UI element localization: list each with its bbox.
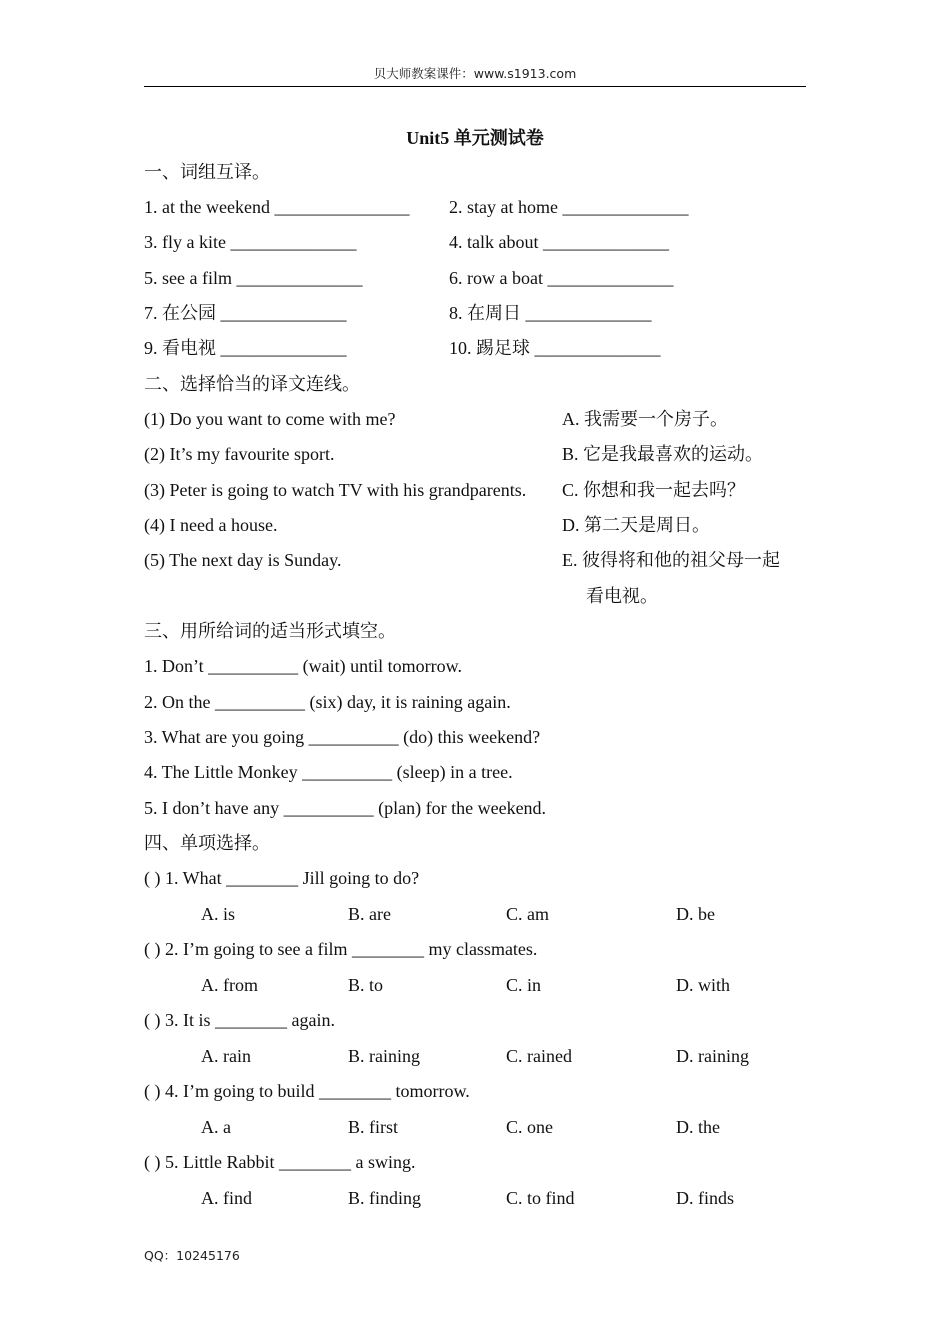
fill-item: 1. Don’t __________ (wait) until tomorrow.	[144, 656, 462, 676]
match-left-item: (5) The next day is Sunday.	[144, 550, 342, 570]
mc-question: ( ) 4. I’m going to build ________ tomorrow.	[144, 1081, 470, 1101]
mc-option: A. is	[201, 904, 236, 924]
match-right-item: E. 彼得将和他的祖父母一起	[562, 550, 780, 570]
mc-option: D. finds	[676, 1188, 734, 1208]
mc-option: C. am	[506, 904, 549, 924]
fill-item: 3. What are you going __________ (do) this weekend?	[144, 727, 541, 747]
mc-option: A. find	[201, 1188, 252, 1208]
mc-question: ( ) 3. It is ________ again.	[144, 1010, 335, 1030]
page-title: Unit5 单元测试卷	[406, 128, 544, 148]
mc-option: C. rained	[506, 1046, 572, 1066]
phrase-item: 6. row a boat ______________	[449, 268, 674, 288]
match-right-item-cont: 看电视。	[586, 586, 658, 606]
mc-question: ( ) 1. What ________ Jill going to do?	[144, 868, 420, 888]
header-text: 贝大师教案课件：www.s1913.com	[373, 66, 577, 81]
match-left-item: (2) It’s my favourite sport.	[144, 444, 335, 464]
section3-heading: 三、用所给词的适当形式填空。	[144, 621, 396, 641]
mc-option: B. first	[348, 1117, 399, 1137]
mc-option: D. be	[676, 904, 715, 924]
mc-option: A. from	[201, 975, 258, 995]
page-footer: QQ：10245176	[144, 1248, 240, 1263]
mc-option: A. rain	[201, 1046, 251, 1066]
section4-heading: 四、单项选择。	[144, 833, 270, 853]
fill-item: 4. The Little Monkey __________ (sleep) in a tree.	[144, 762, 513, 782]
mc-option: C. to find	[506, 1188, 575, 1208]
match-left-item: (3) Peter is going to watch TV with his grandparents.	[144, 480, 527, 500]
phrase-item: 7. 在公园 ______________	[144, 303, 347, 323]
fill-item: 2. On the __________ (six) day, it is raining again.	[144, 692, 511, 712]
mc-option: D. raining	[676, 1046, 749, 1066]
page-header	[144, 64, 806, 87]
match-right-item: A. 我需要一个房子。	[562, 409, 728, 429]
phrase-item: 8. 在周日 ______________	[449, 303, 652, 323]
mc-question: ( ) 5. Little Rabbit ________ a swing.	[144, 1152, 416, 1172]
mc-question: ( ) 2. I’m going to see a film ________ my classmates.	[144, 939, 538, 959]
mc-option: B. are	[348, 904, 391, 924]
mc-option: D. the	[676, 1117, 720, 1137]
section2-heading: 二、选择恰当的译文连线。	[144, 374, 360, 394]
match-left-item: (1) Do you want to come with me?	[144, 409, 396, 429]
phrase-item: 1. at the weekend _______________	[144, 197, 410, 217]
phrase-item: 4. talk about ______________	[449, 232, 669, 252]
phrase-item: 3. fly a kite ______________	[144, 232, 357, 252]
mc-option: D. with	[676, 975, 730, 995]
mc-option: B. finding	[348, 1188, 422, 1208]
phrase-item: 9. 看电视 ______________	[144, 338, 347, 358]
section1-heading: 一、词组互译。	[144, 162, 270, 182]
phrase-item: 5. see a film ______________	[144, 268, 363, 288]
match-left-item: (4) I need a house.	[144, 515, 278, 535]
match-right-item: D. 第二天是周日。	[562, 515, 710, 535]
mc-option: C. in	[506, 975, 542, 995]
mc-option: B. raining	[348, 1046, 420, 1066]
mc-option: A. a	[201, 1117, 231, 1137]
match-right-item: C. 你想和我一起去吗？	[562, 480, 746, 500]
mc-option: B. to	[348, 975, 384, 995]
mc-option: C. one	[506, 1117, 553, 1137]
phrase-item: 2. stay at home ______________	[449, 197, 689, 217]
fill-item: 5. I don’t have any __________ (plan) for the weekend.	[144, 798, 547, 818]
phrase-item: 10. 踢足球 ______________	[449, 338, 661, 358]
match-right-item: B. 它是我最喜欢的运动。	[562, 444, 764, 464]
